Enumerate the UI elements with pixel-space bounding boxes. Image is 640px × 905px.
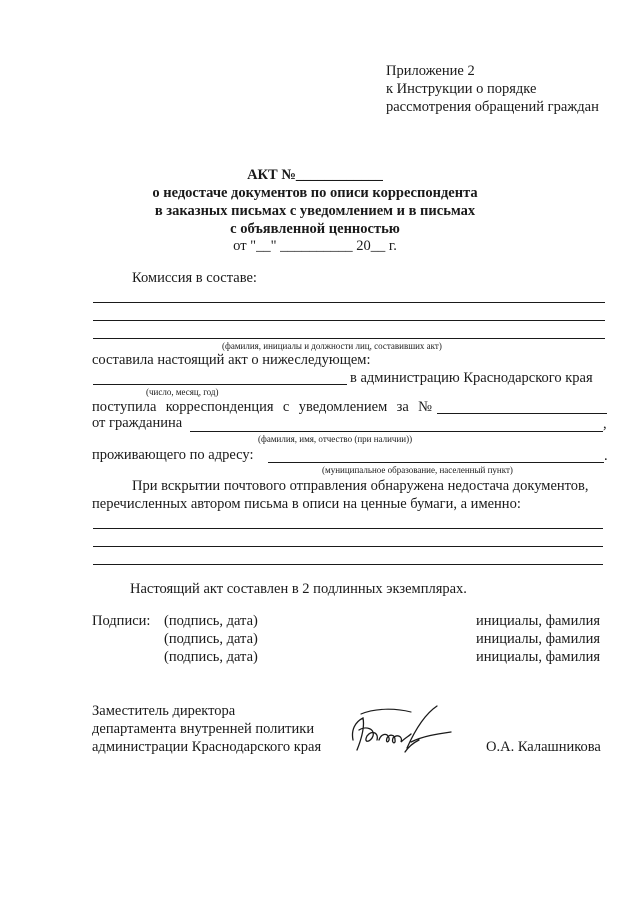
citizen-caption: (фамилия, имя, отчество (при наличии)): [258, 434, 413, 444]
handwritten-signature: [345, 700, 455, 760]
word: с: [282, 399, 290, 415]
word: поступила: [92, 399, 157, 415]
commission-label: Комиссия в составе:: [132, 270, 257, 286]
signature-placeholder: (подпись, дата): [164, 649, 258, 665]
blank-line: [268, 462, 604, 463]
name-placeholder: инициалы, фамилия: [476, 631, 601, 647]
act-subtitle-2: в заказных письмах с уведомлением и в письмах: [154, 203, 476, 219]
blank-line: [93, 320, 605, 321]
opening-text-1: При вскрытии почтового отправления обнаружена недостача документов,: [132, 478, 589, 494]
appendix-line-1: Приложение 2: [386, 63, 475, 79]
opening-text-2: перечисленных автором письма в описи на ценные бумаги, а именно:: [92, 496, 521, 512]
blank-line: [93, 302, 605, 303]
act-title: АКТ №____________: [247, 167, 383, 183]
official-position-2: департамента внутренней политики: [92, 721, 315, 737]
name-placeholder: инициалы, фамилия: [476, 649, 601, 665]
from-citizen-label: от гражданина: [92, 415, 183, 431]
date-caption: (число, месяц, год): [146, 387, 219, 397]
blank-line: [190, 431, 603, 432]
act-date: от "__" __________ 20__ г.: [233, 238, 397, 254]
word: за: [396, 399, 409, 415]
act-subtitle-3: с объявленной ценностью: [230, 221, 400, 237]
name-placeholder: инициалы, фамилия: [476, 613, 601, 629]
blank-line: [437, 413, 607, 414]
word: корреспонденция: [165, 399, 274, 415]
address-label: проживающего по адресу:: [92, 447, 254, 463]
members-caption: (фамилия, инициалы и должности лиц, составивших акт): [222, 341, 442, 351]
act-subtitle-1: о недостаче документов по описи корреспондента: [152, 185, 478, 201]
word: уведомлением: [298, 399, 388, 415]
blank-line: [93, 528, 603, 529]
signatures-label: Подписи:: [92, 613, 151, 629]
admin-text: в администрацию Краснодарского края: [350, 370, 593, 386]
signature-placeholder: (подпись, дата): [164, 631, 258, 647]
official-position-3: администрации Краснодарского края: [92, 739, 322, 755]
received-text: [92, 399, 432, 416]
composed-text: составила настоящий акт о нижеследующем:: [92, 352, 371, 368]
appendix-line-2: к Инструкции о порядке: [386, 81, 537, 97]
copies-text: Настоящий акт составлен в 2 подлинных экземплярах.: [130, 581, 467, 597]
address-caption: (муниципальное образование, населенный пункт): [322, 465, 513, 475]
appendix-line-3: рассмотрения обращений граждан: [386, 99, 599, 115]
blank-line: [93, 338, 605, 339]
period: .: [604, 448, 608, 464]
comma: ,: [603, 416, 607, 432]
blank-line: [93, 546, 603, 547]
signature-placeholder: (подпись, дата): [164, 613, 258, 629]
word: №: [418, 399, 432, 415]
official-position-1: Заместитель директора: [92, 703, 236, 719]
official-name: О.А. Калашникова: [486, 739, 601, 755]
blank-line: [93, 564, 603, 565]
blank-line: [93, 384, 347, 385]
